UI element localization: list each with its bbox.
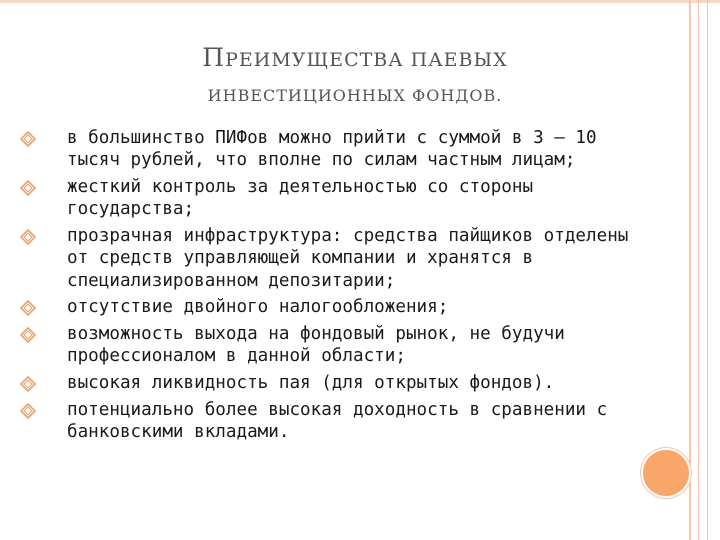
title-line-1 (100, 40, 610, 78)
bullet-item (20, 372, 640, 394)
bullet-list (20, 127, 640, 448)
bullet-text: возможность выхода на фондовый рынок, не будучи профессионалом в данной области; (67, 323, 565, 367)
bullet-text: потенциально более высокая доходность в сравнении с банковскими вкладами. (67, 399, 608, 442)
title-line-2: ИНВЕСТИЦИОННЫХ ФОНДОВ. (207, 86, 503, 105)
bullet-item (20, 323, 640, 368)
title-line-1-text: РЕИМУЩЕСТВА ПАЕВЫХ (225, 49, 508, 71)
hollow-diamond-icon (20, 327, 36, 343)
hollow-diamond-icon (20, 403, 36, 419)
bullet-text: прозрачная инфраструктура: средства пайщиков отделены от средств управляющей компании и хранятся в специализированном депозитарии; (67, 225, 629, 291)
decorative-orange-circle (641, 448, 691, 498)
hollow-diamond-icon (20, 229, 36, 245)
bullet-text: отсутствие двойного налогообложения; (67, 297, 449, 318)
hollow-diamond-icon (20, 180, 36, 196)
bullet-item (20, 296, 640, 318)
bullet-item (20, 399, 640, 444)
frame-line (707, 0, 708, 540)
bullet-item (20, 176, 640, 221)
bullet-item (20, 127, 640, 172)
frame-line (689, 0, 691, 540)
hollow-diamond-icon (20, 300, 36, 316)
frame-line (698, 0, 699, 540)
bullet-text: высокая ликвидность пая (для открытых фондов). (67, 372, 555, 393)
bullet-text: в большинство ПИФов можно прийти с суммой в 3 – 10 тысяч рублей, что вполне по силам частным лицам; (67, 128, 597, 171)
title-drop-cap: П (202, 43, 226, 72)
hollow-diamond-icon (20, 376, 36, 392)
top-decoration-strip (0, 0, 720, 3)
slide-title (100, 40, 610, 114)
bullet-text: жесткий контроль за деятельностью со стороны государства; (67, 176, 534, 220)
bullet-item (20, 225, 640, 292)
hollow-diamond-icon (20, 131, 36, 147)
